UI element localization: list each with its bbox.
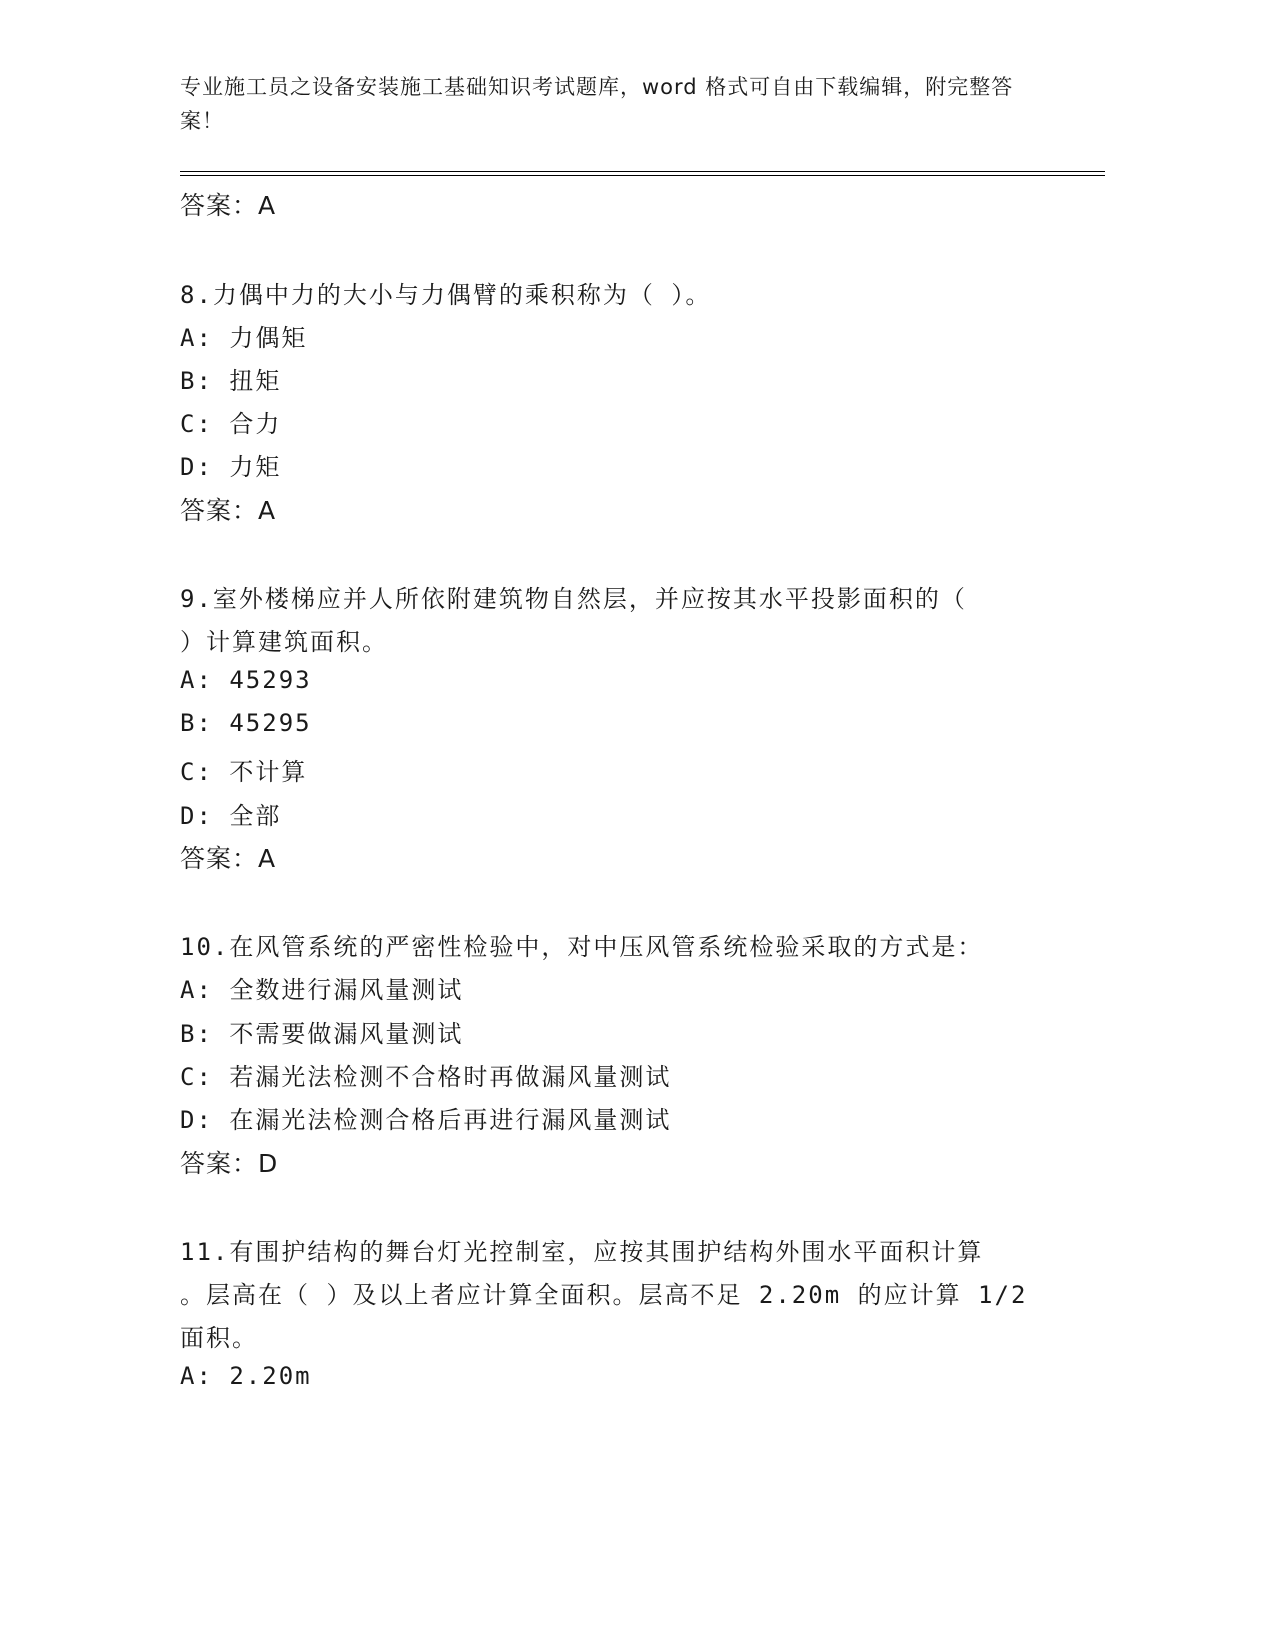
q10-answer: 答案：D [180,1149,279,1178]
q11-option-a: A: 2.20m [180,1362,312,1390]
q8-option-c: C: 合力 [180,410,282,438]
header-divider-bottom [180,175,1105,176]
q9-option-d: D: 全部 [180,802,282,830]
answer-prev: 答案：A [180,191,277,220]
q9-option-b: B: 45295 [180,709,312,737]
q8-option-d: D: 力矩 [180,453,282,481]
q8-stem: 8.力偶中力的大小与力偶臂的乘积称为（ ）。 [180,281,712,309]
q8-option-a: A: 力偶矩 [180,324,308,352]
q10-option-a: A: 全数进行漏风量测试 [180,976,464,1004]
q8-option-b: B: 扭矩 [180,367,282,395]
q11-stem-line2: 。层高在（ ）及以上者应计算全面积。层高不足 2.20m 的应计算 1/2 [180,1281,1028,1309]
q9-option-a: A: 45293 [180,666,312,694]
header-divider-top [180,171,1105,172]
q10-option-d: D: 在漏光法检测合格后再进行漏风量测试 [180,1106,672,1134]
q8-answer: 答案：A [180,496,277,525]
q9-stem-line1: 9.室外楼梯应并人所依附建筑物自然层，并应按其水平投影面积的（ [180,585,967,613]
q9-stem-line2: ）计算建筑面积。 [180,628,388,656]
q11-stem-line1: 11.有围护结构的舞台灯光控制室，应按其围护结构外围水平面积计算 [180,1238,984,1266]
document-header: 专业施工员之设备安装施工基础知识考试题库，word 格式可自由下载编辑，附完整答案！ [180,75,1014,133]
q10-option-c: C: 若漏光法检测不合格时再做漏风量测试 [180,1063,672,1091]
q9-option-c: C: 不计算 [180,758,308,786]
q10-stem: 10.在风管系统的严密性检验中，对中压风管系统检验采取的方式是： [180,933,984,961]
q11-stem-line3: 面积。 [180,1324,258,1352]
q10-option-b: B: 不需要做漏风量测试 [180,1020,464,1048]
q9-answer: 答案：A [180,844,277,873]
